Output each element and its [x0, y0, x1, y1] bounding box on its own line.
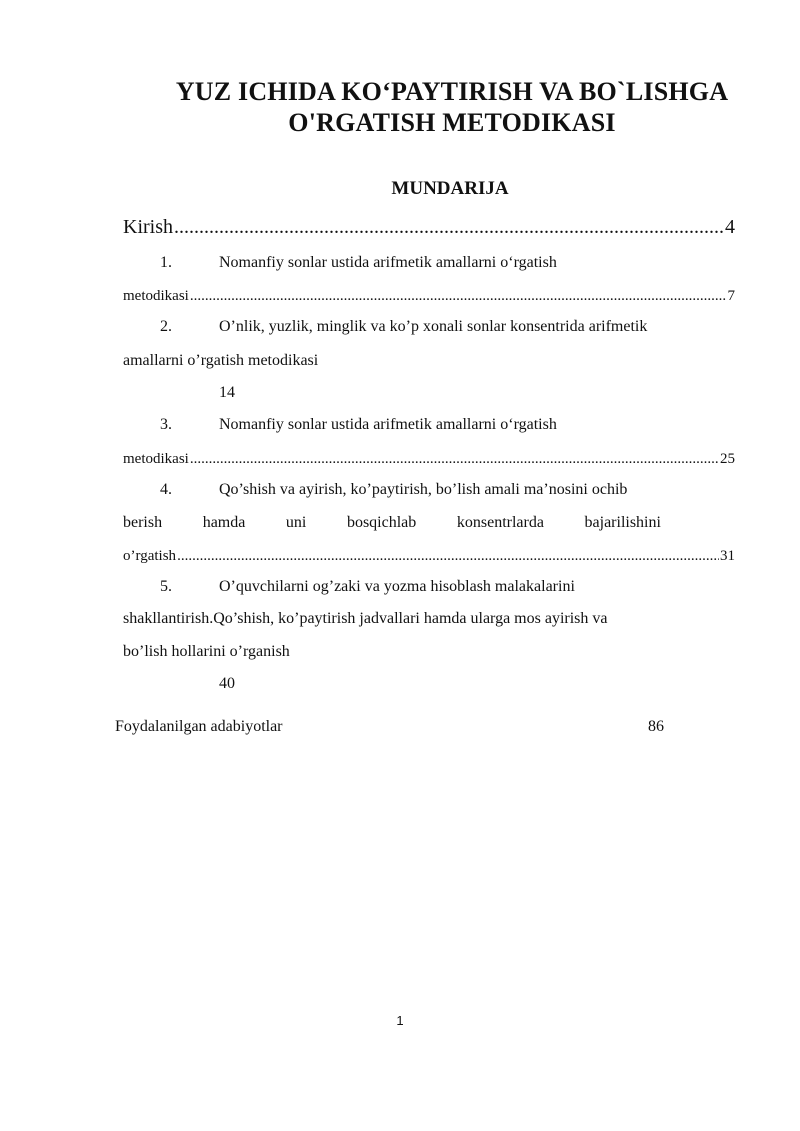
toc-item-text[interactable]: Nomanfiy sonlar ustida arifmetik amallarni o‘rgatish: [219, 416, 557, 433]
toc-item-page: 25: [720, 451, 735, 467]
word: konsentrlarda: [456, 514, 544, 531]
document-title: [152, 76, 752, 138]
title-line-2: O'RGATISH METODIKASI: [288, 108, 616, 137]
toc-item-page: 40: [219, 675, 235, 692]
toc-item-text[interactable]: Qo’shish va ayirish, ko’paytirish, bo’lish amali ma’nosini ochib: [219, 481, 628, 498]
toc-item-text-cont[interactable]: bo’lish hollarini o’rganish: [123, 643, 290, 660]
toc-item-page: 7: [727, 288, 735, 304]
toc-item-tail: o’rgatish: [123, 548, 177, 564]
toc-item-tail: metodikasi: [123, 451, 189, 467]
toc-item-tail-row[interactable]: [123, 449, 735, 469]
toc-item-page: 31: [720, 548, 735, 564]
toc-heading: MUNDARIJA: [391, 178, 509, 199]
title-line-1: YUZ ICHIDA KO‘PAYTIRISH VA BO`LISHGA: [175, 77, 729, 106]
dot-leader: [174, 214, 724, 240]
toc-item-text[interactable]: O’quvchilarni og’zaki va yozma hisoblash malakalarini: [219, 578, 575, 595]
toc-item-number: 1.: [160, 254, 172, 271]
toc-item-number: 4.: [160, 481, 172, 498]
dot-leader: [177, 546, 719, 566]
toc-item-text-cont[interactable]: amallarni o’rgatish metodikasi: [123, 352, 319, 369]
toc-item-number: 5.: [160, 578, 172, 595]
word: uni: [285, 514, 307, 531]
toc-item-text-cont[interactable]: [123, 513, 661, 533]
word: bajarilishini: [584, 514, 661, 531]
page-number: 1: [396, 1013, 404, 1028]
toc-entry-intro[interactable]: [123, 214, 735, 240]
dot-leader: [190, 286, 727, 306]
word: hamda: [202, 514, 246, 531]
toc-item-tail: metodikasi: [123, 288, 189, 304]
toc-item-tail-row[interactable]: [123, 546, 735, 566]
toc-item-number: 2.: [160, 318, 172, 335]
toc-references-label[interactable]: Foydalanilgan adabiyotlar: [115, 718, 283, 735]
toc-entry-label: Kirish: [123, 216, 173, 238]
toc-item-text[interactable]: Nomanfiy sonlar ustida arifmetik amallarni o‘rgatish: [219, 254, 557, 271]
toc-entry-page: 4: [725, 216, 735, 238]
toc-item-text[interactable]: O’nlik, yuzlik, minglik va ko’p xonali sonlar konsentrida arifmetik: [219, 318, 648, 335]
toc-item-page: 14: [219, 384, 235, 401]
dot-leader: [190, 449, 719, 469]
toc-item-number: 3.: [160, 416, 172, 433]
toc-item-text-cont[interactable]: shakllantirish.Qo’shish, ko’paytirish jadvallari hamda ularga mos ayirish va: [123, 610, 608, 627]
toc-item-tail-row[interactable]: [123, 286, 735, 306]
word: bosqichlab: [346, 514, 417, 531]
toc-references-page: 86: [648, 718, 664, 735]
word: berish: [123, 514, 163, 531]
